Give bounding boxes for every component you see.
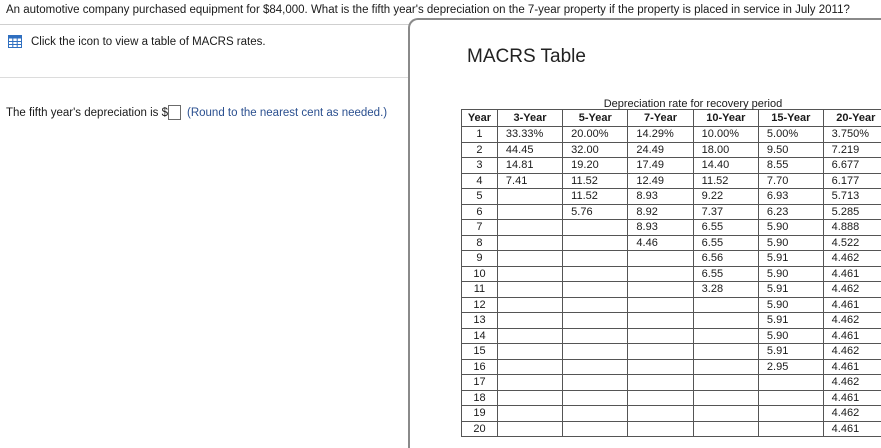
rate-cell: 4.462 [823,251,881,267]
table-row [462,313,881,329]
year-cell: 3 [462,158,498,174]
rounding-hint: (Round to the nearest cent as needed.) [187,107,387,119]
rate-cell: 4.462 [823,344,881,360]
rate-cell: 10.00% [693,127,758,143]
table-row [462,266,881,282]
rate-cell: 5.76 [563,204,628,220]
column-header: 15-Year [758,110,823,127]
rate-cell: 7.70 [758,173,823,189]
rate-cell: 6.177 [823,173,881,189]
column-header: 20-Year [823,110,881,127]
table-row [462,158,881,174]
rate-cell: 6.93 [758,189,823,205]
rate-cell [497,359,562,375]
year-cell: 19 [462,406,498,422]
rate-cell: 4.462 [823,282,881,298]
rate-cell [497,328,562,344]
depreciation-input[interactable] [168,105,181,120]
rate-cell [693,328,758,344]
rate-cell: 4.522 [823,235,881,251]
rate-cell: 4.462 [823,313,881,329]
table-row [462,406,881,422]
year-cell: 20 [462,421,498,437]
rate-cell: 4.461 [823,421,881,437]
year-cell: 16 [462,359,498,375]
rate-cell: 44.45 [497,142,562,158]
table-row [462,297,881,313]
rate-cell [628,328,693,344]
rate-cell [693,390,758,406]
macrs-link-label[interactable]: Click the icon to view a table of MACRS rates. [31,36,266,48]
rate-cell: 5.90 [758,266,823,282]
rate-cell: 6.56 [693,251,758,267]
divider [0,77,408,78]
column-header: 5-Year [563,110,628,127]
rate-cell: 4.462 [823,406,881,422]
rate-cell: 32.00 [563,142,628,158]
rate-cell: 5.91 [758,313,823,329]
table-row [462,251,881,267]
rate-cell: 18.00 [693,142,758,158]
question-text: An automotive company purchased equipment for $84,000. What is the fifth year's depreciation on the 7-year property if the property is placed in service in July 2011? [6,4,850,16]
rate-cell [563,220,628,236]
rate-cell [497,375,562,391]
rate-cell: 11.52 [693,173,758,189]
rate-cell [497,390,562,406]
rate-cell: 8.92 [628,204,693,220]
rate-cell: 24.49 [628,142,693,158]
rate-cell: 33.33% [497,127,562,143]
rate-cell: 11.52 [563,189,628,205]
table-row [462,282,881,298]
rate-cell: 5.90 [758,235,823,251]
rate-cell [563,375,628,391]
year-cell: 18 [462,390,498,406]
table-row [462,220,881,236]
rate-cell: 5.713 [823,189,881,205]
rate-cell: 3.750% [823,127,881,143]
rate-cell: 7.41 [497,173,562,189]
column-header: 10-Year [693,110,758,127]
rate-cell [693,344,758,360]
rate-cell: 5.90 [758,220,823,236]
rate-cell [628,375,693,391]
rate-cell [628,359,693,375]
rate-cell [497,313,562,329]
rate-cell [497,235,562,251]
rate-cell: 4.46 [628,235,693,251]
rate-cell: 6.677 [823,158,881,174]
rate-cell [693,421,758,437]
column-header: 3-Year [497,110,562,127]
rate-cell [758,390,823,406]
rate-cell [563,390,628,406]
rate-cell: 7.219 [823,142,881,158]
table-row [462,390,881,406]
rate-cell [497,344,562,360]
year-cell: 17 [462,375,498,391]
rate-cell: 4.462 [823,375,881,391]
rate-cell: 9.22 [693,189,758,205]
rate-cell [563,297,628,313]
rate-cell [758,406,823,422]
rate-cell [693,375,758,391]
rate-cell: 5.90 [758,328,823,344]
rate-cell: 4.461 [823,328,881,344]
year-cell: 6 [462,204,498,220]
rate-cell [497,189,562,205]
rate-cell: 8.93 [628,189,693,205]
year-cell: 12 [462,297,498,313]
rate-cell: 3.28 [693,282,758,298]
rate-cell [497,297,562,313]
rate-cell [628,282,693,298]
rate-cell [628,297,693,313]
rate-cell [497,421,562,437]
rate-cell: 4.461 [823,359,881,375]
rate-cell [563,282,628,298]
rate-cell [563,328,628,344]
year-cell: 8 [462,235,498,251]
rate-cell [497,266,562,282]
year-cell: 10 [462,266,498,282]
rate-cell: 4.461 [823,297,881,313]
table-grid-icon[interactable] [8,35,22,48]
answer-prefix: The fifth year's depreciation is $ [6,107,168,119]
rate-cell: 14.29% [628,127,693,143]
table-row [462,127,881,143]
year-cell: 13 [462,313,498,329]
rate-cell: 4.461 [823,266,881,282]
rate-cell: 14.81 [497,158,562,174]
rate-cell: 5.91 [758,251,823,267]
rate-cell [497,220,562,236]
rate-cell [497,251,562,267]
column-header: 7-Year [628,110,693,127]
rate-cell: 6.23 [758,204,823,220]
rate-cell [628,406,693,422]
rate-cell: 17.49 [628,158,693,174]
rate-cell [563,313,628,329]
rate-cell [693,313,758,329]
table-row [462,421,881,437]
rate-cell [563,235,628,251]
rate-cell [628,251,693,267]
popup-title: MACRS Table [467,46,586,68]
rate-cell [497,406,562,422]
rate-cell [497,282,562,298]
rate-cell [628,344,693,360]
year-cell: 2 [462,142,498,158]
rate-cell [563,406,628,422]
answer-row [6,105,387,120]
year-cell: 15 [462,344,498,360]
rate-cell [497,204,562,220]
rate-cell [628,390,693,406]
rate-cell [693,297,758,313]
table-row [462,375,881,391]
rate-cell: 7.37 [693,204,758,220]
rate-cell: 5.91 [758,344,823,360]
rate-cell: 14.40 [693,158,758,174]
rate-cell [563,251,628,267]
rate-cell: 19.20 [563,158,628,174]
rate-cell: 5.90 [758,297,823,313]
year-cell: 9 [462,251,498,267]
table-row [462,142,881,158]
rate-cell [628,313,693,329]
table-row [462,173,881,189]
rate-cell [563,359,628,375]
rate-cell [693,359,758,375]
year-cell: 5 [462,189,498,205]
rate-cell [628,266,693,282]
rate-cell [693,406,758,422]
table-row [462,359,881,375]
table-row [462,344,881,360]
table-caption: Depreciation rate for recovery period [497,98,881,110]
year-cell: 1 [462,127,498,143]
table-row [462,189,881,205]
rate-cell: 2.95 [758,359,823,375]
rate-cell: 4.888 [823,220,881,236]
year-cell: 4 [462,173,498,189]
rate-cell [758,421,823,437]
rate-cell [563,266,628,282]
rate-cell: 12.49 [628,173,693,189]
rate-cell: 5.285 [823,204,881,220]
rate-cell: 6.55 [693,266,758,282]
rate-cell [628,421,693,437]
macrs-table-popup [408,18,881,448]
year-cell: 11 [462,282,498,298]
macrs-table [461,98,881,437]
year-cell: 14 [462,328,498,344]
rate-cell: 9.50 [758,142,823,158]
rate-cell [758,375,823,391]
year-cell: 7 [462,220,498,236]
macrs-table-link[interactable] [8,35,266,48]
rate-cell: 5.00% [758,127,823,143]
table-row [462,328,881,344]
rate-cell: 20.00% [563,127,628,143]
rate-cell: 8.93 [628,220,693,236]
rate-cell: 11.52 [563,173,628,189]
rate-cell: 4.461 [823,390,881,406]
rate-cell: 8.55 [758,158,823,174]
table-row [462,235,881,251]
table-row [462,204,881,220]
rate-cell: 5.91 [758,282,823,298]
rate-cell: 6.55 [693,220,758,236]
rate-cell [563,344,628,360]
column-header: Year [462,110,498,127]
rate-cell: 6.55 [693,235,758,251]
rate-cell [563,421,628,437]
